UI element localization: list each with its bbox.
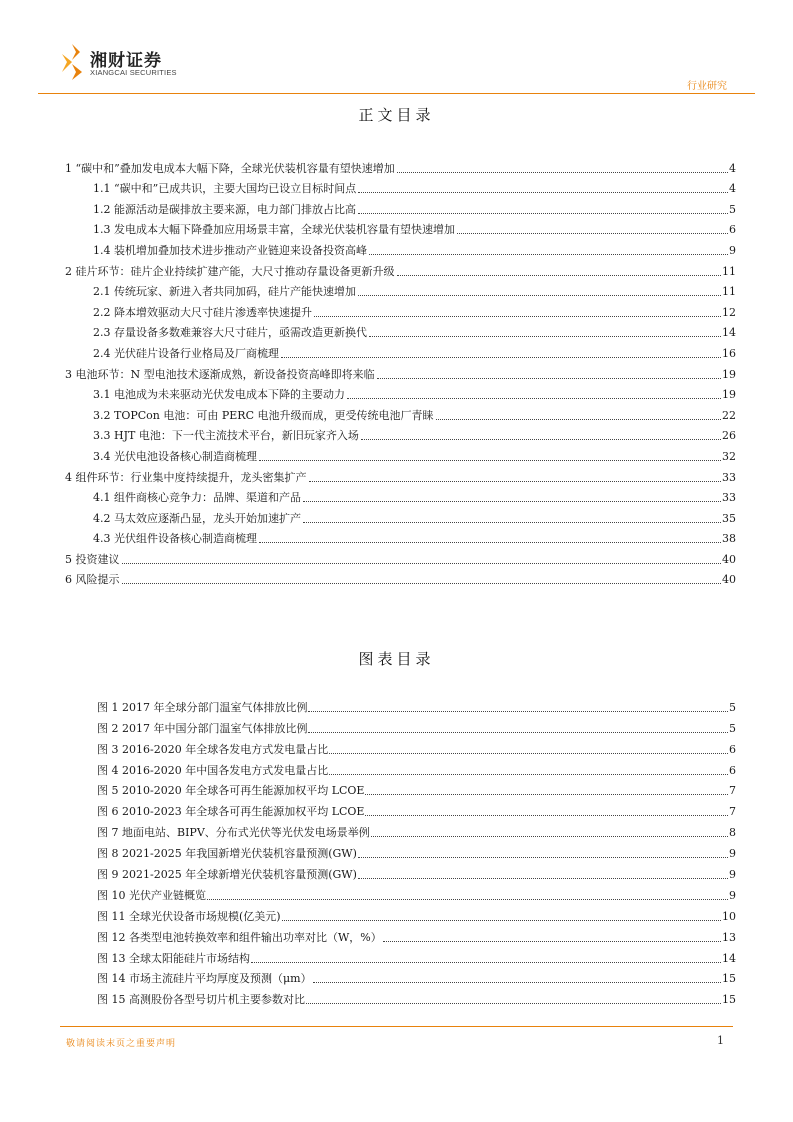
- entry-title: 图 11 全球光伏设备市场规模(亿美元): [97, 909, 281, 923]
- table-of-contents: [65, 155, 736, 587]
- entry-page-number: 5: [729, 202, 736, 216]
- dot-leader: [303, 522, 721, 523]
- entry-page-number: 15: [722, 972, 736, 986]
- entry-title: 6 风险提示: [65, 573, 120, 587]
- toc-entry[interactable]: [65, 279, 736, 300]
- dot-leader: [259, 542, 721, 543]
- entry-title: 3.4 光伏电池设备核心制造商梳理: [93, 449, 257, 463]
- figure-entry[interactable]: [97, 736, 736, 757]
- entry-title: 1.2 能源活动是碳排放主要来源，电力部门排放占比高: [93, 202, 356, 216]
- logo-chinese-name: 湘财证券: [90, 51, 162, 71]
- toc-entry[interactable]: [65, 423, 736, 444]
- dot-leader: [282, 920, 721, 921]
- entry-title: 4 组件环节：行业集中度持续提升，龙头密集扩产: [65, 470, 307, 484]
- dot-leader: [251, 962, 721, 963]
- entry-title: 4.2 马太效应逐渐凸显，龙头开始加速扩产: [93, 511, 301, 525]
- dot-leader: [358, 295, 721, 296]
- figure-entry[interactable]: [97, 757, 736, 778]
- dot-leader: [383, 941, 721, 942]
- entry-title: 图 2 2017 年中国分部门温室气体排放比例: [97, 721, 308, 735]
- dot-leader: [397, 275, 722, 276]
- entry-page-number: 9: [729, 847, 736, 861]
- figure-entry[interactable]: [97, 840, 736, 861]
- entry-title: 5 投资建议: [65, 552, 120, 566]
- dot-leader: [358, 878, 728, 879]
- header-divider: [38, 93, 755, 94]
- entry-title: 图 10 光伏产业链概览: [97, 888, 206, 902]
- dot-leader: [347, 398, 721, 399]
- dot-leader: [308, 732, 728, 733]
- dot-leader: [122, 563, 722, 564]
- page-number: 1: [717, 1034, 724, 1047]
- figure-entry[interactable]: [97, 966, 736, 987]
- dot-leader: [361, 439, 721, 440]
- entry-page-number: 12: [722, 305, 736, 319]
- figure-list-title: 图表目录: [358, 650, 435, 668]
- dot-leader: [371, 836, 728, 837]
- entry-page-number: 4: [729, 182, 736, 196]
- entry-title: 3.3 HJT 电池：下一代主流技术平台，新旧玩家齐入场: [93, 429, 359, 443]
- dot-leader: [329, 774, 728, 775]
- dot-leader: [314, 316, 721, 317]
- toc-entry[interactable]: [65, 258, 736, 279]
- figure-entry[interactable]: [97, 945, 736, 966]
- entry-page-number: 33: [722, 491, 736, 505]
- dot-leader: [313, 982, 721, 983]
- dot-leader: [329, 753, 728, 754]
- toc-entry[interactable]: [65, 237, 736, 258]
- entry-title: 4.3 光伏组件设备核心制造商梳理: [93, 532, 257, 546]
- dot-leader: [281, 357, 721, 358]
- entry-page-number: 6: [729, 742, 736, 756]
- entry-title: 图 9 2021-2025 年全球新增光伏装机容量预测(GW): [97, 868, 357, 882]
- figure-entry[interactable]: [97, 778, 736, 799]
- entry-title: 图 3 2016-2020 年全球各发电方式发电量占比: [97, 742, 329, 756]
- entry-title: 图 14 市场主流硅片平均厚度及预测（μm）: [97, 972, 312, 986]
- entry-title: 图 13 全球太阳能硅片市场结构: [97, 951, 250, 965]
- entry-page-number: 38: [722, 532, 736, 546]
- xiangcai-logo-icon: [60, 42, 86, 82]
- entry-title: 3 电池环节：N 型电池技术逐渐成熟，新设备投资高峰即将来临: [65, 367, 375, 381]
- entry-page-number: 5: [729, 700, 736, 714]
- report-category: 行业研究: [687, 81, 727, 92]
- entry-page-number: 6: [729, 223, 736, 237]
- entry-page-number: 8: [729, 826, 736, 840]
- entry-page-number: 16: [722, 346, 736, 360]
- entry-title: 2.2 降本增效驱动大尺寸硅片渗透率快速提升: [93, 305, 312, 319]
- entry-title: 3.2 TOPCon 电池：可由 PERC 电池升级而成，更受传统电池厂青睐: [93, 408, 434, 422]
- toc-title: 正文目录: [358, 106, 435, 124]
- toc-entry[interactable]: [65, 464, 736, 485]
- dot-leader: [207, 899, 728, 900]
- entry-page-number: 40: [722, 552, 736, 566]
- figure-list: [97, 694, 736, 1007]
- entry-title: 图 6 2010-2023 年全球各可再生能源加权平均 LCOE: [97, 805, 365, 819]
- entry-title: 1 “碳中和”叠加发电成本大幅下降，全球光伏装机容量有望快速增加: [65, 161, 395, 175]
- figure-entry[interactable]: [97, 986, 736, 1007]
- dot-leader: [365, 815, 728, 816]
- entry-page-number: 26: [722, 429, 736, 443]
- entry-title: 图 5 2010-2020 年全球各可再生能源加权平均 LCOE: [97, 784, 365, 798]
- figure-entry[interactable]: [97, 694, 736, 715]
- disclaimer-note: 敬请阅读末页之重要声明: [66, 1039, 177, 1049]
- figure-entry[interactable]: [97, 715, 736, 736]
- dot-leader: [457, 233, 728, 234]
- entry-title: 1.3 发电成本大幅下降叠加应用场景丰富，全球光伏装机容量有望快速增加: [93, 223, 455, 237]
- entry-page-number: 33: [722, 470, 736, 484]
- dot-leader: [358, 213, 728, 214]
- figure-entry[interactable]: [97, 819, 736, 840]
- toc-entry[interactable]: [65, 361, 736, 382]
- dot-leader: [397, 172, 728, 173]
- toc-entry[interactable]: [65, 546, 736, 567]
- dot-leader: [358, 192, 728, 193]
- dot-leader: [369, 336, 721, 337]
- dot-leader: [259, 460, 721, 461]
- toc-entry[interactable]: [65, 485, 736, 506]
- footer-divider: [60, 1026, 733, 1027]
- entry-page-number: 5: [729, 721, 736, 735]
- figure-entry[interactable]: [97, 903, 736, 924]
- entry-page-number: 14: [722, 951, 736, 965]
- entry-page-number: 19: [722, 388, 736, 402]
- figure-entry[interactable]: [97, 798, 736, 819]
- entry-page-number: 7: [729, 784, 736, 798]
- entry-title: 图 8 2021-2025 年我国新增光伏装机容量预测(GW): [97, 847, 357, 861]
- entry-title: 1.1 “碳中和”已成共识，主要大国均已设立目标时间点: [93, 182, 357, 196]
- entry-page-number: 13: [722, 930, 736, 944]
- toc-entry[interactable]: [65, 176, 736, 197]
- dot-leader: [308, 711, 728, 712]
- entry-title: 图 4 2016-2020 年中国各发电方式发电量占比: [97, 763, 329, 777]
- entry-page-number: 7: [729, 805, 736, 819]
- entry-title: 2.3 存量设备多数难兼容大尺寸硅片，亟需改造更新换代: [93, 326, 367, 340]
- dot-leader: [303, 501, 721, 502]
- toc-entry[interactable]: [65, 299, 736, 320]
- entry-page-number: 15: [722, 993, 736, 1007]
- entry-title: 2.4 光伏硅片设备行业格局及厂商梳理: [93, 346, 279, 360]
- dot-leader: [309, 481, 722, 482]
- entry-page-number: 9: [729, 868, 736, 882]
- entry-page-number: 6: [729, 763, 736, 777]
- dot-leader: [358, 857, 728, 858]
- entry-page-number: 19: [722, 367, 736, 381]
- dot-leader: [436, 419, 722, 420]
- toc-entry[interactable]: [65, 402, 736, 423]
- figure-entry[interactable]: [97, 924, 736, 945]
- toc-entry[interactable]: [65, 567, 736, 588]
- dot-leader: [377, 378, 721, 379]
- entry-title: 图 15 高测股份各型号切片机主要参数对比: [97, 993, 305, 1007]
- toc-entry[interactable]: [65, 443, 736, 464]
- figure-entry[interactable]: [97, 861, 736, 882]
- toc-entry[interactable]: [65, 505, 736, 526]
- toc-entry[interactable]: [65, 340, 736, 361]
- entry-page-number: 40: [722, 573, 736, 587]
- entry-title: 1.4 装机增加叠加技术进步推动产业链迎来设备投资高峰: [93, 243, 367, 257]
- entry-title: 图 7 地面电站、BIPV、分布式光伏等光伏发电场景举例: [97, 826, 370, 840]
- entry-page-number: 10: [722, 909, 736, 923]
- toc-entry[interactable]: [65, 382, 736, 403]
- dot-leader: [365, 794, 728, 795]
- entry-page-number: 9: [729, 243, 736, 257]
- entry-page-number: 32: [722, 449, 736, 463]
- dot-leader: [369, 254, 728, 255]
- figure-entry[interactable]: [97, 882, 736, 903]
- entry-title: 4.1 组件商核心竞争力：品牌、渠道和产品: [93, 491, 301, 505]
- entry-page-number: 35: [722, 511, 736, 525]
- entry-page-number: 11: [722, 264, 736, 278]
- toc-entry[interactable]: [65, 196, 736, 217]
- entry-page-number: 14: [722, 326, 736, 340]
- entry-title: 2 硅片环节：硅片企业持续扩建产能，大尺寸推动存量设备更新升级: [65, 264, 395, 278]
- toc-entry[interactable]: [65, 217, 736, 238]
- entry-page-number: 11: [722, 285, 736, 299]
- toc-entry[interactable]: [65, 155, 736, 176]
- entry-page-number: 22: [722, 408, 736, 422]
- dot-leader: [306, 1003, 721, 1004]
- entry-page-number: 9: [729, 888, 736, 902]
- logo-english-name: XIANGCAI SECURITIES: [90, 68, 177, 77]
- entry-title: 图 12 各类型电池转换效率和组件输出功率对比（W，%）: [97, 930, 382, 944]
- entry-title: 2.1 传统玩家、新进入者共同加码，硅片产能快速增加: [93, 285, 356, 299]
- toc-entry[interactable]: [65, 526, 736, 547]
- entry-title: 3.1 电池成为未来驱动光伏发电成本下降的主要动力: [93, 388, 345, 402]
- toc-entry[interactable]: [65, 320, 736, 341]
- entry-page-number: 4: [729, 161, 736, 175]
- dot-leader: [122, 583, 722, 584]
- entry-title: 图 1 2017 年全球分部门温室气体排放比例: [97, 700, 308, 714]
